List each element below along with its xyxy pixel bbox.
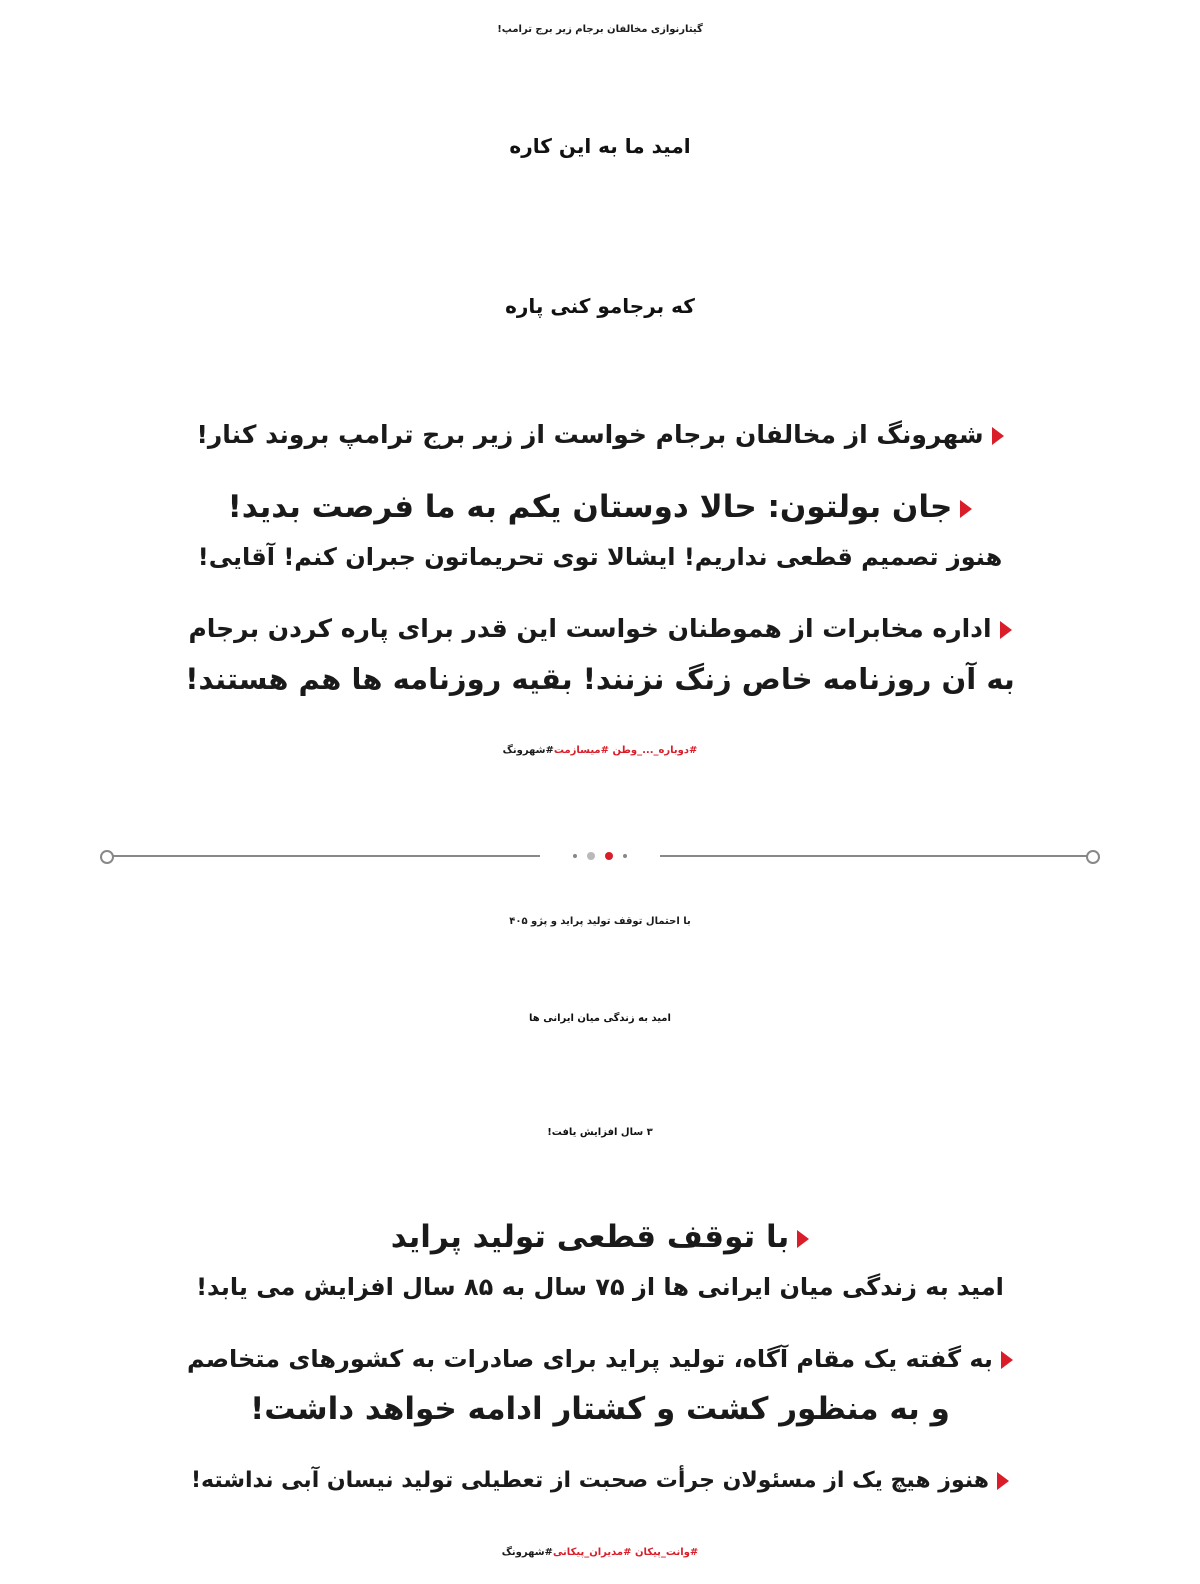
story2-bullet-2 [0, 1334, 1200, 1434]
dots-ornament-icon [540, 846, 660, 866]
story2-hashtags-red: #وانت_پیکان #مدیران_پیکانی [552, 1547, 699, 1558]
story1-bullet-3-line-2: به آن روزنامه خاص زنگ نزنند! بقیه روزنامه ها هم هستند! [185, 662, 1015, 696]
story2-hashtags [0, 1528, 1200, 1578]
red-triangle-bullet-icon [1000, 621, 1012, 639]
story1-headline-line-1: امید ما به این کاره [509, 134, 691, 158]
story2-headline [0, 962, 1200, 1190]
story-pride [0, 900, 1200, 1584]
story2-hashtags-black: #شهرونگ [501, 1547, 553, 1558]
story-brjam [0, 8, 1200, 838]
story1-bullet-2-line-1: جان بولتون: حالا دوستان یکم به ما فرصت بدید! [227, 489, 953, 525]
story2-bullet-3 [0, 1456, 1200, 1506]
story1-kicker: گیتارنوازی مخالفان برجام زیر برج ترامپ! [497, 24, 703, 35]
section-divider [100, 842, 1100, 870]
red-triangle-bullet-icon [997, 1472, 1009, 1490]
story2-bullet-1-line-2: امید به زندگی میان ایرانی ها از ۷۵ سال به ۸۵ سال افزایش می یابد! [196, 1273, 1004, 1301]
story1-bullet-3 [0, 604, 1200, 704]
story1-hashtags [0, 726, 1200, 776]
red-triangle-bullet-icon [1001, 1351, 1013, 1369]
story2-headline-line-2: ۳ سال افزایش یافت! [547, 1127, 653, 1138]
divider-end-circle-icon [1086, 850, 1100, 864]
story2-bullet-3-line-1: هنوز هیچ یک از مسئولان جرأت صحبت از تعطیلی تولید نیسان آبی نداشته! [191, 1468, 989, 1493]
story1-bullet-2-line-2: هنوز تصمیم قطعی نداریم! ایشالا توی تحریماتون جبران کنم! آقایی! [197, 543, 1003, 571]
story1-headline-line-2: که برجامو کنی پاره [505, 294, 695, 318]
story1-hashtags-red: #دوباره_..._وطن #میسازمت [553, 745, 698, 756]
story2-bullet-2-line-1: به گفته یک مقام آگاه، تولید پراید برای صادرات به کشورهای متخاصم [187, 1345, 993, 1373]
story1-bullet-3-line-1: اداره مخابرات از هموطنان خواست این قدر برای پاره کردن برجام [188, 614, 992, 643]
story1-bullet-1-line-1: شهرونگ از مخالفان برجام خواست از زیر برج ترامپ بروند کنار! [196, 420, 984, 449]
story2-headline-line-1: امید به زندگی میان ایرانی ها [529, 1013, 671, 1024]
story2-bullet-2-line-2: و به منظور کشت و کشتار ادامه خواهد داشت! [250, 1391, 950, 1427]
story1-headline [0, 66, 1200, 386]
red-triangle-bullet-icon [797, 1230, 809, 1248]
story1-bullet-2 [0, 482, 1200, 582]
red-triangle-bullet-icon [960, 500, 972, 518]
story2-bullet-1 [0, 1212, 1200, 1312]
story1-bullet-1 [0, 410, 1200, 460]
story2-bullet-1-line-1: با توقف قطعی تولید پراید [390, 1219, 790, 1255]
red-triangle-bullet-icon [992, 427, 1004, 445]
story1-bullets [0, 410, 1200, 704]
story2-bullets [0, 1212, 1200, 1506]
story2-kicker: با احتمال توقف تولید پراید و پژو ۴۰۵ [509, 916, 691, 927]
story1-hashtags-black: #شهرونگ [502, 745, 554, 756]
divider-end-circle-icon [100, 850, 114, 864]
